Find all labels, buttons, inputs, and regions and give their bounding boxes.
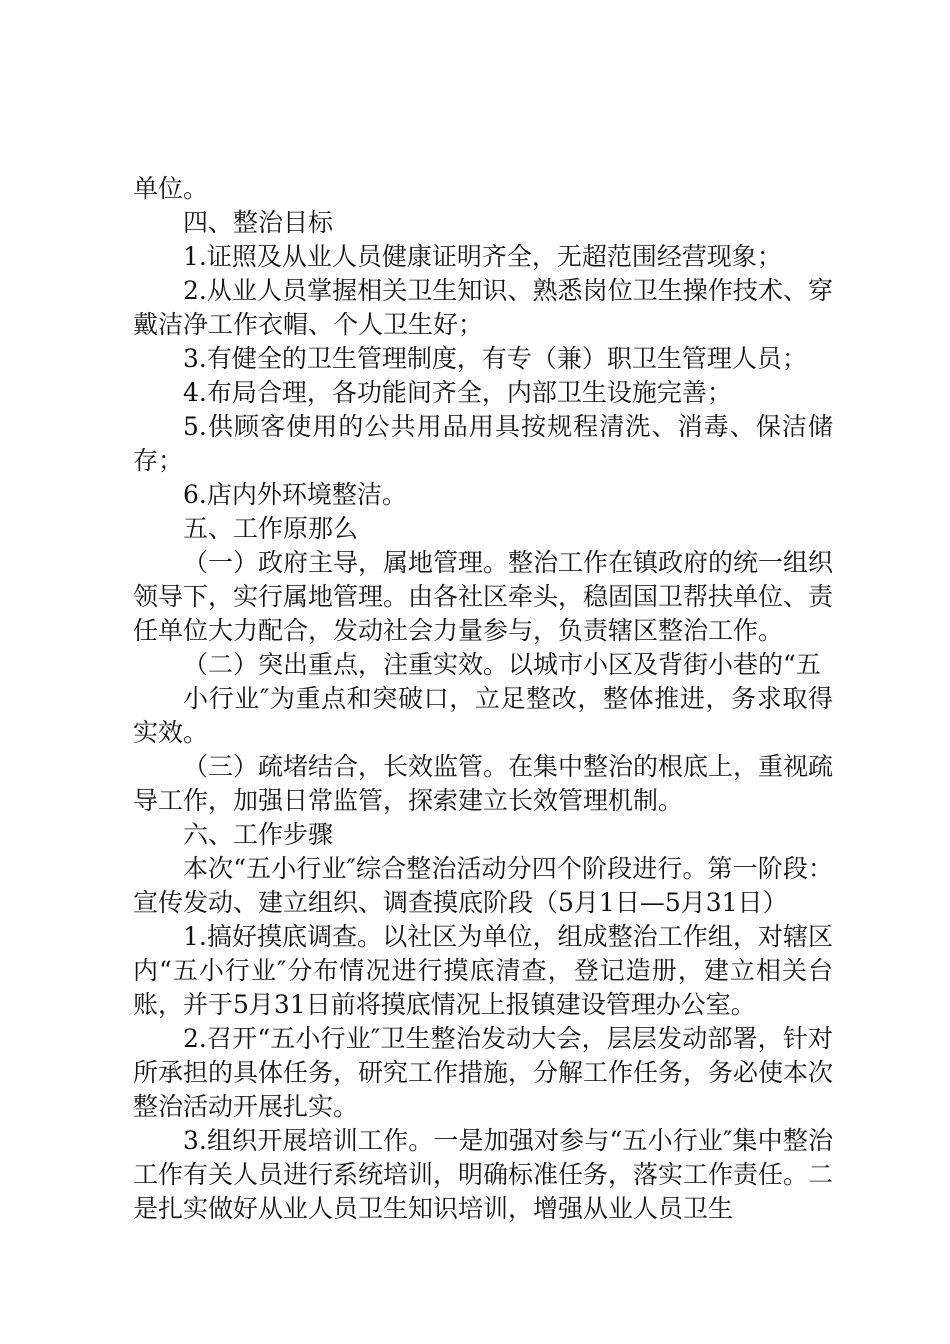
step-item-3: 3.组织开展培训工作。一是加强对参与“五小行业″集中整治工作有关人员进行系统培训，明确标准任务，落实工作责任。二是扎实做好从业人员卫生知识培训，增强从业人员卫生 bbox=[133, 1126, 834, 1223]
goal-item-5: 5.供顾客使用的公共用品用具按规程清洗、消毒、保洁储存； bbox=[133, 412, 833, 475]
section-heading-principles: 五、工作原那么 bbox=[183, 514, 359, 543]
principle-paragraph-1: （一）政府主导，属地管理。整治工作在镇政府的统一组织领导下，实行属地管理。由各社区牵头，稳固国卫帮扶单位、责任单位大力配合，发动社会力量参与，负责辖区整治工作。 bbox=[133, 548, 834, 645]
goal-item-1: 1.证照及从业人员健康证明齐全，无超范围经营现象； bbox=[183, 242, 782, 271]
steps-intro-paragraph: 本次“五小行业″综合整治活动分四个阶段进行。第一阶段：宣传发动、建立组织、调查摸底阶段（5月1日—5月31日） bbox=[133, 854, 833, 917]
section-heading-goals: 四、整治目标 bbox=[183, 208, 334, 237]
paragraph-continuation: 单位。 bbox=[133, 174, 209, 203]
principle-paragraph-3: （三）疏堵结合，长效监管。在集中整治的根底上，重视疏导工作，加强日常监管，探索建立长效管理机制。 bbox=[133, 752, 834, 815]
goal-item-6: 6.店内外环境整洁。 bbox=[183, 480, 407, 509]
section-heading-steps: 六、工作步骤 bbox=[183, 820, 334, 849]
goal-item-4: 4.布局合理，各功能间齐全，内部卫生设施完善； bbox=[183, 378, 732, 407]
principle-paragraph-2: （二）突出重点，注重实效。以城市小区及背街小巷的“五 bbox=[183, 650, 821, 679]
document-body bbox=[133, 172, 833, 1226]
step-item-1: 1.搞好摸底调查。以社区为单位，组成整治工作组，对辖区内“五小行业″分布情况进行摸底清查，登记造册，建立相关台账，并于5月31日前将摸底情况上报镇建设管理办公室。 bbox=[133, 922, 833, 1019]
goal-item-3: 3.有健全的卫生管理制度，有专（兼）职卫生管理人员； bbox=[183, 344, 807, 373]
goal-item-2: 2.从业人员掌握相关卫生知识、熟悉岗位卫生操作技术、穿戴洁净工作衣帽、个人卫生好； bbox=[133, 276, 833, 339]
principle-paragraph-2-cont: 小行业″为重点和突破口，立足整改，整体推进，务求取得实效。 bbox=[133, 684, 833, 747]
step-item-2: 2.召开“五小行业″卫生整治发动大会，层层发动部署，针对所承担的具体任务，研究工作措施，分解工作任务，务必使本次整治活动开展扎实。 bbox=[133, 1024, 834, 1121]
